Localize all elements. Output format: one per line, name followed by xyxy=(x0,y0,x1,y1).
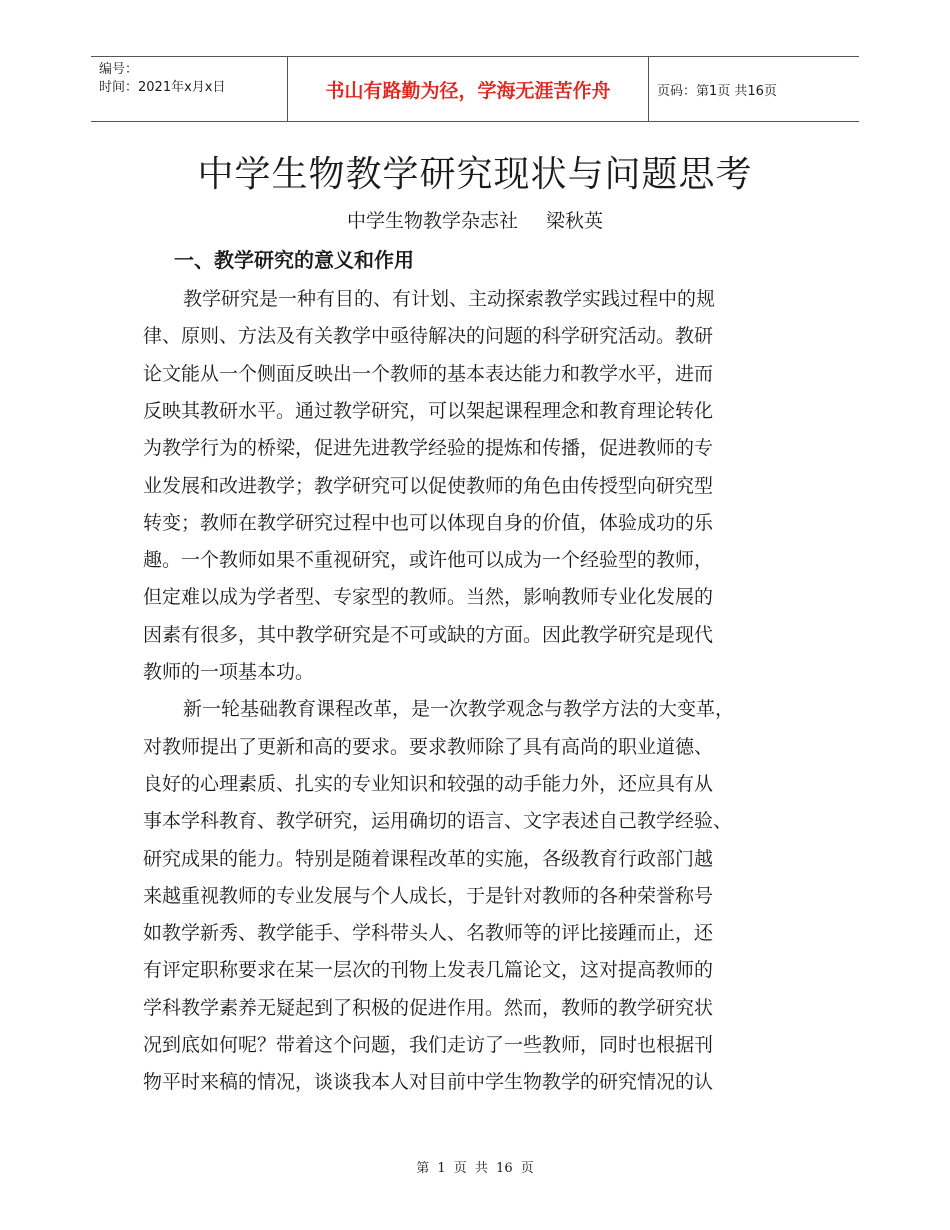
body-line: 律、原则、方法及有关教学中亟待解决的问题的科学研究活动。教研 xyxy=(143,325,714,348)
body-line: 有评定职称要求在某一层次的刊物上发表几篇论文，这对提高教师的 xyxy=(143,959,714,982)
body-line: 教师的一项基本功。 xyxy=(143,661,315,683)
body-line: 学科教学素养无疑起到了积极的促进作用。然而，教师的教学研究状 xyxy=(143,996,714,1019)
body-line: 物平时来稿的情况，谈谈我本人对目前中学生物教学的研究情况的认 xyxy=(143,1071,714,1094)
page-footer: 第 1 页 共 16 页 xyxy=(416,1161,534,1176)
header-meta xyxy=(91,57,287,121)
header-motto: 书山有路勤为径，学海无涯苦作舟 xyxy=(287,57,649,121)
body-line: 趣。一个教师如果不重视研究，或许他可以成为一个经验型的教师， xyxy=(143,549,714,572)
body-line: 良好的心理素质、扎实的专业知识和较强的动手能力外，还应具有从 xyxy=(143,772,714,795)
body-line: 业发展和改进教学；教学研究可以促使教师的角色由传授型向研究型 xyxy=(143,474,714,497)
body-line: 新一轮基础教育课程改革，是一次教学观念与教学方法的大变革， xyxy=(183,698,735,721)
section-heading: 一、教学研究的意义和作用 xyxy=(174,248,414,272)
body-line: 但定难以成为学者型、专家型的教师。当然，影响教师专业化发展的 xyxy=(143,586,714,609)
body-line: 研究成果的能力。特别是随着课程改革的实施，各级教育行政部门越 xyxy=(143,847,714,870)
document-title: 中学生物教学研究现状与问题思考 xyxy=(197,154,753,195)
body-line: 反映其教研水平。通过教学研究，可以架起课程理念和教育理论转化 xyxy=(143,399,714,422)
document-number: 编号： xyxy=(99,62,139,77)
body-line: 对教师提出了更新和高的要求。要求教师除了具有高尚的职业道德、 xyxy=(143,735,714,758)
body-line: 如教学新秀、教学能手、学科带头人、名教师等的评比接踵而止，还 xyxy=(143,922,714,945)
body-line: 教学研究是一种有目的、有计划、主动探索教学实践过程中的规 xyxy=(183,288,716,310)
header-table xyxy=(91,56,859,122)
body-line: 来越重视教师的专业发展与个人成长，于是针对教师的各种荣誉称号 xyxy=(143,884,714,907)
document-byline: 中学生物教学杂志社 梁秋英 xyxy=(346,210,604,232)
body-line: 转变；教师在教学研究过程中也可以体现自身的价值，体验成功的乐 xyxy=(143,511,714,534)
body-line: 况到底如何呢？带着这个问题，我们走访了一些教师，同时也根据刊 xyxy=(143,1034,714,1056)
body-line: 为教学行为的桥梁，促进先进教学经验的提炼和传播，促进教师的专 xyxy=(143,437,714,460)
header-page-info: 页码：第1页 共16页 xyxy=(657,83,777,99)
body-line: 因素有很多，其中教学研究是不可或缺的方面。因此教学研究是现代 xyxy=(143,623,714,646)
body-line: 事本学科教育、教学研究，运用确切的语言、文字表述自己教学经验、 xyxy=(143,810,733,833)
body-line: 论文能从一个侧面反映出一个教师的基本表达能力和教学水平，进而 xyxy=(143,362,714,385)
document-time: 时间：2021年x月x日 xyxy=(99,80,226,95)
